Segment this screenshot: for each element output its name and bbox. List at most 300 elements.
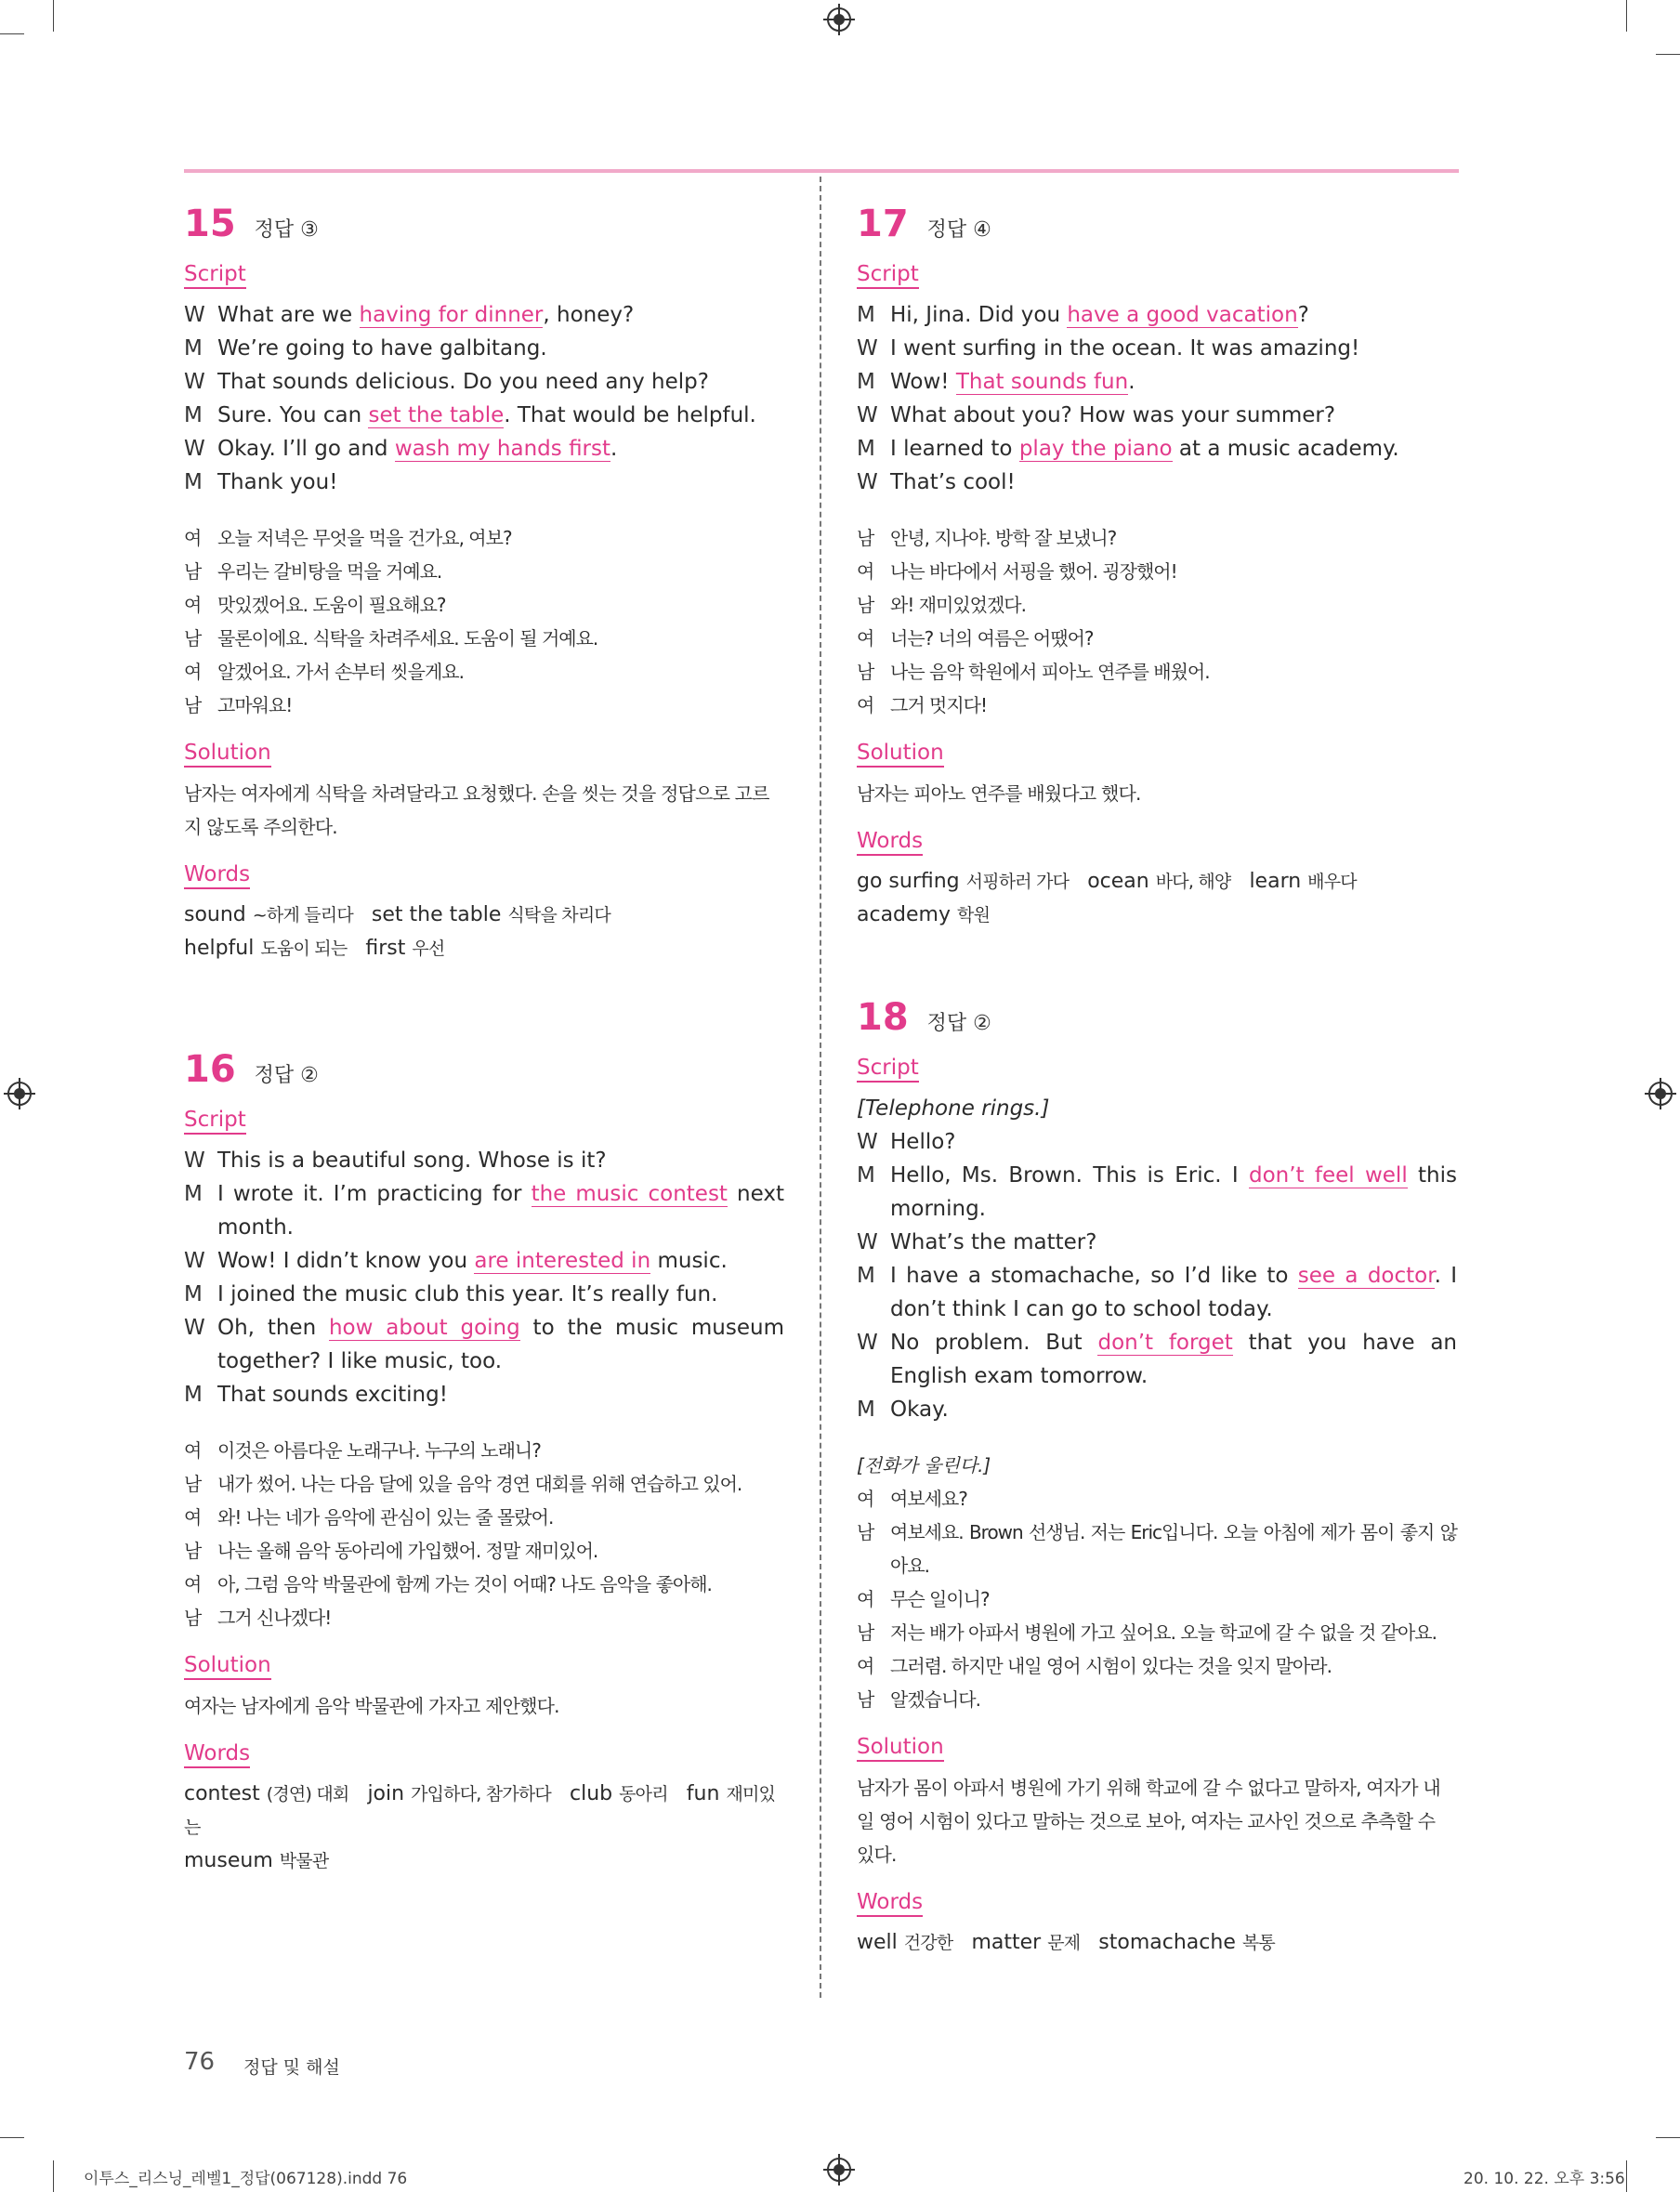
script-line [184, 432, 784, 466]
speaker-label: W [857, 336, 878, 361]
translation-speaker: 여 [184, 661, 202, 683]
word-row [184, 932, 784, 965]
translation-text: 아, 그럼 음악 박물관에 함께 가는 것이 어때? 나도 음악을 좋아해. [217, 1573, 712, 1595]
word-english: sound [184, 903, 246, 926]
speaker-label: W [184, 1316, 205, 1340]
word-list [184, 1778, 784, 1878]
script-line [184, 298, 784, 332]
script-fragment: This is a beautiful song. Whose is it? [217, 1149, 607, 1173]
script-fragment: What are we [217, 303, 360, 327]
word-korean: 문제 [1047, 1933, 1081, 1953]
speaker-label: W [857, 1331, 878, 1355]
crop-mark [0, 2137, 24, 2138]
script-fragment: That sounds exciting! [217, 1383, 448, 1407]
speaker-label: W [184, 1149, 205, 1173]
spacer [857, 499, 1457, 521]
script-line [857, 332, 1457, 365]
translation-speaker: 남 [184, 560, 202, 583]
highlighted-phrase: are interested in [474, 1249, 651, 1273]
script-lines [857, 298, 1457, 499]
script-line [857, 298, 1457, 332]
spacer [857, 722, 1457, 735]
translation-lines [184, 521, 784, 722]
script-text [890, 1393, 1457, 1426]
spacer [184, 844, 784, 857]
solution-heading: Solution [184, 741, 271, 768]
word-row [184, 1778, 784, 1844]
script-fragment: That’s cool! [890, 470, 1016, 494]
translation-line [857, 622, 1457, 655]
translation-lines [857, 521, 1457, 722]
translation-line [857, 1616, 1457, 1649]
script-text [890, 298, 1457, 332]
speaker-label: M [857, 1264, 875, 1288]
question-18 [857, 996, 1457, 1960]
script-fragment: ? [1297, 303, 1309, 327]
question-header [184, 203, 784, 256]
highlighted-phrase: the music contest [531, 1182, 728, 1206]
translation-speaker: 남 [857, 1688, 874, 1711]
speaker-label: M [184, 1182, 203, 1206]
speaker-label: M [184, 1383, 203, 1407]
translation-line [857, 1516, 1457, 1582]
words-heading: Words [184, 1741, 250, 1768]
script-fragment: Sure. You can [217, 403, 369, 427]
translation-line [857, 1649, 1457, 1683]
script-text [890, 1125, 1457, 1159]
script-fragment: What’s the matter? [890, 1230, 1097, 1254]
word-english: go surfing [857, 870, 960, 893]
answer-label: 정답 ② [926, 1012, 991, 1035]
script-text [890, 332, 1457, 365]
footer-title: 정답 및 해설 [243, 2057, 340, 2078]
word-english: stomachache [1098, 1931, 1236, 1954]
word-item [1098, 1931, 1275, 1954]
word-row [857, 865, 1457, 899]
translation-speaker: 여 [184, 527, 202, 549]
script-fragment: I went surfing in the ocean. It was amazing! [890, 336, 1360, 361]
words-heading: Words [857, 1890, 923, 1917]
translation-text: 고마워요! [217, 694, 293, 716]
translation-text: 이것은 아름다운 노래구나. 누구의 노래니? [217, 1439, 541, 1462]
stage-direction: [Telephone rings.] [857, 1096, 1050, 1121]
translation-speaker: 남 [184, 627, 202, 650]
column-divider [820, 177, 821, 1998]
speaker-label: W [184, 1249, 205, 1273]
translation-speaker: 남 [184, 1473, 202, 1495]
word-item [184, 903, 353, 926]
speaker-label: W [184, 303, 205, 327]
crop-mark [1626, 2160, 1627, 2192]
translation-speaker: 여 [857, 1588, 874, 1610]
crop-mark [1626, 0, 1627, 32]
translation-speaker: 남 [184, 1540, 202, 1562]
script-line [857, 399, 1457, 432]
translation-speaker: 남 [857, 1621, 874, 1644]
word-korean: 박물관 [279, 1851, 329, 1871]
question-header [857, 996, 1457, 1050]
script-fragment: I wrote it. I’m practicing for [217, 1182, 532, 1206]
script-line [184, 399, 784, 432]
script-text [217, 1378, 784, 1411]
registration-mark-icon [7, 1082, 32, 1106]
word-item [857, 870, 1069, 893]
word-item [857, 903, 990, 926]
script-text [890, 399, 1457, 432]
translation-text: 저는 배가 아파서 병원에 가고 싶어요. 오늘 학교에 갈 수 없을 것 같아요. [890, 1621, 1437, 1644]
word-korean: 서핑하러 가다 [965, 872, 1070, 892]
translation-speaker: 남 [857, 1521, 874, 1543]
translation-text: 그러렴. 하지만 내일 영어 시험이 있다는 것을 잊지 말아라. [890, 1655, 1332, 1677]
word-korean: 우선 [412, 938, 445, 959]
script-fragment: next month. [217, 1182, 784, 1240]
script-fragment: Okay. I’ll go and [217, 437, 395, 461]
script-text [890, 1259, 1457, 1326]
translation-speaker: 남 [857, 594, 874, 616]
highlighted-phrase: set the table [368, 403, 505, 427]
translation-lines [184, 1434, 784, 1634]
speaker-label: M [857, 1163, 875, 1188]
translation-text: 내가 썼어. 나는 다음 달에 있을 음악 경연 대회를 위해 연습하고 있어. [217, 1473, 742, 1495]
script-fragment: . [1128, 370, 1135, 394]
speaker-label: M [857, 437, 875, 461]
script-fragment: , honey? [543, 303, 635, 327]
script-line [857, 1226, 1457, 1259]
word-list [184, 899, 784, 965]
script-line [857, 1159, 1457, 1226]
translation-speaker: 여 [184, 1439, 202, 1462]
word-korean: 배우다 [1307, 872, 1357, 892]
speaker-label: W [857, 1230, 878, 1254]
translation-text: 오늘 저녁은 무엇을 먹을 건가요, 여보? [217, 527, 512, 549]
spacer [184, 1411, 784, 1434]
script-fragment: Oh, then [217, 1316, 329, 1340]
word-korean: 재미있는 [184, 1784, 776, 1838]
translation-speaker: 여 [857, 1655, 874, 1677]
script-text [217, 466, 784, 499]
script-line [857, 1326, 1457, 1393]
script-line [184, 1311, 784, 1378]
word-item [184, 1849, 328, 1872]
script-text [217, 1144, 784, 1177]
translation-speaker: 남 [184, 694, 202, 716]
solution-text: 남자가 몸이 아파서 병원에 가기 위해 학교에 갈 수 없다고 말하자, 여자가 내일 영어 시험이 있다고 말하는 것으로 보아, 여자는 교사인 것으로 추측할 수 있다. [857, 1777, 1440, 1866]
translation-text: 너는? 너의 여름은 어땠어? [890, 627, 1094, 650]
script-line [184, 1278, 784, 1311]
translation-text: 물론이에요. 식탁을 차려주세요. 도움이 될 거예요. [217, 627, 598, 650]
script-heading: Script [857, 262, 919, 289]
script-fragment: this morning. [890, 1163, 1458, 1221]
translation-line [184, 1434, 784, 1467]
speaker-label: W [857, 470, 878, 494]
spacer [184, 722, 784, 735]
script-line [184, 466, 784, 499]
word-item [365, 937, 444, 960]
script-fragment: No problem. But [890, 1331, 1098, 1355]
highlighted-phrase: see a doctor [1297, 1264, 1435, 1288]
question-number: 15 [184, 203, 236, 245]
word-item [372, 903, 610, 926]
speaker-label: M [184, 1282, 203, 1306]
word-english: learn [1249, 870, 1302, 893]
word-korean: 건강한 [903, 1933, 953, 1953]
script-fragment: at a music academy. [1172, 437, 1399, 461]
script-fragment: Hello? [890, 1130, 956, 1154]
script-line [184, 1244, 784, 1278]
speaker-label: M [184, 470, 203, 494]
word-list [857, 1926, 1457, 1960]
question-header [184, 1048, 784, 1102]
script-text [217, 1244, 784, 1278]
crop-mark [1656, 2137, 1680, 2138]
script-fragment: I have a stomachache, so I’d like to [890, 1264, 1298, 1288]
registration-mark-icon [827, 7, 851, 32]
word-english: museum [184, 1849, 273, 1872]
script-fragment: . That would be helpful. [504, 403, 756, 427]
script-text [217, 399, 784, 432]
script-fragment: Hi, Jina. Did you [890, 303, 1068, 327]
highlighted-phrase: have a good vacation [1067, 303, 1298, 327]
translation-speaker: 여 [857, 560, 874, 583]
crop-mark [53, 2160, 54, 2192]
translation-line [184, 588, 784, 622]
translation-text: 알겠습니다. [890, 1688, 980, 1711]
word-english: well [857, 1931, 898, 1954]
script-text [890, 1159, 1457, 1226]
script-fragment: Okay. [890, 1398, 949, 1422]
script-line [857, 466, 1457, 499]
crop-mark [0, 33, 24, 34]
word-korean: 도움이 되는 [260, 938, 348, 959]
script-lines [184, 298, 784, 499]
script-fragment: That sounds delicious. Do you need any help? [217, 370, 709, 394]
translation-text: 알겠어요. 가서 손부터 씻을게요. [217, 661, 464, 683]
word-korean: 동아리 [619, 1784, 668, 1805]
solution-text: 남자는 여자에게 식탁을 차려달라고 요청했다. 손을 씻는 것을 정답으로 고르지 않도록 주의한다. [184, 782, 769, 838]
word-item [1249, 870, 1356, 893]
script-lines [184, 1144, 784, 1411]
translation-line [857, 1582, 1457, 1616]
translation-speaker: 여 [184, 1506, 202, 1529]
speaker-label: W [857, 1130, 878, 1154]
script-fragment: music. [650, 1249, 728, 1273]
answer-label: 정답 ④ [926, 218, 991, 242]
script-text [890, 1326, 1457, 1393]
script-fragment: to the music museum together? I like music, too. [217, 1316, 784, 1373]
script-text [890, 466, 1457, 499]
translation-text: 와! 나는 네가 음악에 관심이 있는 줄 몰랐어. [217, 1506, 554, 1529]
script-text [217, 1311, 784, 1378]
translation-line [184, 655, 784, 689]
word-item [184, 937, 347, 960]
spacer [857, 810, 1457, 823]
script-text [890, 1226, 1457, 1259]
registration-mark-icon [1648, 1082, 1673, 1106]
script-fragment: . [610, 437, 618, 461]
translation-text: 와! 재미있었겠다. [890, 594, 1026, 616]
spacer [184, 1723, 784, 1736]
speaker-label: M [857, 303, 875, 327]
script-fragment: I learned to [890, 437, 1019, 461]
script-fragment: . I don’t think I can go to school today. [890, 1264, 1458, 1321]
highlighted-phrase: don’t feel well [1248, 1163, 1408, 1188]
spacer [857, 1716, 1457, 1729]
translation-text: 여보세요? [890, 1488, 967, 1510]
translation-line [184, 622, 784, 655]
solution-heading: Solution [857, 741, 944, 768]
answer-label: 정답 ③ [254, 218, 319, 242]
script-text [217, 432, 784, 466]
header-rule [184, 169, 1459, 173]
script-text [217, 1278, 784, 1311]
word-english: fun [686, 1782, 720, 1805]
question-number: 17 [857, 203, 909, 245]
translation-line [857, 555, 1457, 588]
translation-line [184, 521, 784, 555]
script-text [217, 298, 784, 332]
translation-line [184, 1467, 784, 1501]
speaker-label: W [857, 403, 878, 427]
script-fragment: that you have an English exam tomorrow. [890, 1331, 1457, 1388]
spacer [184, 499, 784, 521]
highlighted-phrase: wash my hands first [394, 437, 611, 461]
translation-text: 안녕, 지나야. 방학 잘 보냈니? [890, 527, 1117, 549]
words-heading: Words [857, 829, 923, 856]
word-item [570, 1782, 668, 1805]
question-17 [857, 203, 1457, 932]
highlighted-phrase: play the piano [1018, 437, 1173, 461]
script-fragment: Thank you! [217, 470, 338, 494]
word-english: academy [857, 903, 952, 926]
script-lines [857, 1092, 1457, 1426]
solution-heading: Solution [857, 1735, 944, 1762]
script-line [857, 1393, 1457, 1426]
translation-speaker: 여 [184, 594, 202, 616]
word-english: ocean [1087, 870, 1149, 893]
translation-speaker: 여 [857, 694, 874, 716]
translation-line [184, 555, 784, 588]
word-english: set the table [371, 903, 502, 926]
translation-line [857, 655, 1457, 689]
words-heading: Words [184, 862, 250, 889]
word-korean: 식탁을 차리다 [507, 905, 610, 925]
word-korean: 학원 [957, 905, 991, 925]
translation-speaker: 남 [857, 661, 874, 683]
question-number: 18 [857, 996, 909, 1039]
script-text [890, 432, 1457, 466]
word-item [857, 1931, 952, 1954]
word-row [184, 899, 784, 932]
solution-text: 남자는 피아노 연주를 배웠다고 했다. [857, 782, 1141, 805]
question-header [857, 203, 1457, 256]
slug-filename: 이투스_리스닝_레벨1_정답(067128).indd 76 [84, 2170, 408, 2188]
script-fragment: Wow! I didn’t know you [217, 1249, 475, 1273]
translation-line [857, 1683, 1457, 1716]
script-line [857, 432, 1457, 466]
translation-text: 여보세요. Brown 선생님. 저는 Eric입니다. 오늘 아침에 제가 몸이 좋지 않아요. [890, 1521, 1457, 1577]
translation-speaker: 남 [857, 527, 874, 549]
word-english: club [570, 1782, 613, 1805]
word-korean: 바다, 해양 [1155, 872, 1231, 892]
question-16 [184, 1048, 784, 1878]
translation-text: 나는 올해 음악 동아리에 가입했어. 정말 재미있어. [217, 1540, 598, 1562]
word-list [857, 865, 1457, 932]
translation-speaker: 여 [184, 1573, 202, 1595]
script-heading: Script [184, 262, 246, 289]
script-line [184, 1177, 784, 1244]
word-item [1087, 870, 1230, 893]
translation-speaker: 남 [184, 1607, 202, 1629]
translation-text: 나는 음악 학원에서 피아노 연주를 배웠어. [890, 661, 1210, 683]
solution-heading: Solution [184, 1653, 271, 1680]
translation-speaker: 여 [857, 1488, 874, 1510]
word-english: helpful [184, 937, 255, 960]
highlighted-phrase: don’t forget [1097, 1331, 1233, 1355]
word-row [184, 1844, 784, 1878]
script-heading: Script [857, 1056, 919, 1083]
registration-mark-icon [827, 2158, 851, 2182]
word-item [367, 1782, 551, 1805]
script-fragment: What about you? How was your summer? [890, 403, 1336, 427]
word-english: first [365, 937, 406, 960]
translation-text: 그거 신나겠다! [217, 1607, 332, 1629]
translation-text: 그거 멋지다! [890, 694, 987, 716]
translation-text: 맛있겠어요. 도움이 필요해요? [217, 594, 446, 616]
translation-text: 우리는 갈비탕을 먹을 거예요. [217, 560, 442, 583]
script-line [857, 1125, 1457, 1159]
word-item [971, 1931, 1080, 1954]
speaker-label: M [857, 370, 875, 394]
highlighted-phrase: how about going [328, 1316, 520, 1340]
crop-mark [53, 0, 54, 32]
word-row [857, 899, 1457, 932]
script-heading: Script [184, 1108, 246, 1135]
translation-text: 나는 바다에서 서핑을 했어. 굉장했어! [890, 560, 1177, 583]
speaker-label: W [184, 437, 205, 461]
translation-stage-direction: [전화가 울린다.] [857, 1454, 991, 1477]
script-line [184, 332, 784, 365]
script-text [217, 332, 784, 365]
translation-line [184, 1501, 784, 1534]
word-english: matter [971, 1931, 1042, 1954]
highlighted-phrase: That sounds fun [955, 370, 1129, 394]
page-number: 76 [184, 2048, 216, 2076]
translation-line [857, 689, 1457, 722]
answer-label: 정답 ② [254, 1064, 319, 1087]
word-korean: (경연) 대회 [266, 1784, 349, 1805]
word-english: join [367, 1782, 405, 1805]
translation-text: 무슨 일이니? [890, 1588, 990, 1610]
translation-line [857, 521, 1457, 555]
word-item [184, 1782, 348, 1805]
translation-line [184, 1534, 784, 1568]
script-line [184, 1144, 784, 1177]
script-fragment: Hello, Ms. Brown. This is Eric. I [890, 1163, 1249, 1188]
word-korean: 가입하다, 참가하다 [411, 1784, 551, 1805]
translation-line [184, 1568, 784, 1601]
word-korean: ~하게 들리다 [252, 905, 353, 925]
speaker-label: M [857, 1398, 875, 1422]
translation-lines [857, 1449, 1457, 1716]
question-15 [184, 203, 784, 965]
crop-mark [1656, 54, 1680, 55]
spacer [857, 1426, 1457, 1449]
word-row [857, 1926, 1457, 1960]
script-fragment: I joined the music club this year. It’s really fun. [217, 1282, 718, 1306]
word-korean: 복통 [1241, 1933, 1275, 1953]
translation-line [184, 689, 784, 722]
translation-speaker: 여 [857, 627, 874, 650]
